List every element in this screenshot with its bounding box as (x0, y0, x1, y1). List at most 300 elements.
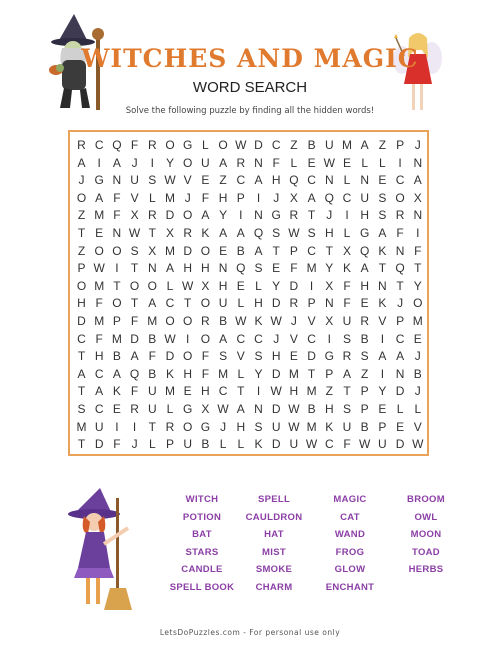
grid-letter: L (219, 437, 227, 452)
grid-row (70, 400, 427, 419)
grid-letter: O (165, 314, 175, 328)
grid-letter: A (95, 384, 104, 399)
grid-letter: Q (253, 226, 264, 240)
grid-letter: O (147, 278, 157, 293)
grid-letter: R (236, 155, 246, 170)
grid-letter: X (201, 402, 210, 416)
grid-letter: S (360, 349, 369, 364)
grid-letter: W (412, 437, 424, 452)
grid-letter: L (166, 402, 174, 416)
grid-letter: W (288, 419, 300, 434)
grid-letter: W (305, 437, 318, 452)
grid-letter: U (130, 173, 139, 188)
grid-letter: M (165, 243, 175, 258)
grid-letter: L (148, 437, 156, 452)
grid-letter: K (254, 437, 263, 452)
grid-letter: V (236, 349, 245, 364)
grid-letter: I (345, 208, 349, 223)
grid-letter: C (307, 243, 316, 258)
grid-letter: U (271, 419, 281, 434)
grid-letter: B (148, 331, 157, 346)
grid-letter: K (378, 243, 387, 258)
grid-letter: V (413, 419, 422, 434)
grid-letter: A (360, 261, 369, 276)
grid-letter: T (130, 261, 139, 276)
grid-letter: L (237, 296, 245, 311)
grid-letter: X (413, 190, 422, 205)
grid-letter: K (254, 314, 263, 328)
grid-letter: Z (219, 173, 227, 188)
grid-row (70, 347, 427, 366)
word-list-item: BAT (192, 529, 212, 540)
grid-letter: F (201, 366, 210, 381)
grid-letter: P (360, 402, 369, 416)
word-list-item: TOAD (412, 546, 440, 558)
grid-letter: U (360, 190, 370, 205)
grid-letter: C (342, 190, 352, 205)
grid-letter: L (166, 278, 174, 293)
grid-letter: J (220, 419, 227, 434)
grid-letter: I (97, 155, 101, 170)
grid-letter: F (343, 296, 351, 311)
grid-letter: D (165, 208, 175, 223)
grid-letter: G (360, 226, 370, 240)
grid-letter: R (289, 296, 299, 311)
footer-credit: LetsDoPuzzles.com - For personal use only (159, 628, 341, 637)
grid-letter: H (324, 402, 334, 416)
word-list-item: GLOW (334, 564, 366, 575)
grid-letter: J (414, 138, 421, 152)
grid-letter: L (148, 190, 156, 205)
grid-letter: Z (378, 138, 387, 152)
grid-letter: W (323, 155, 335, 170)
grid-letter: L (255, 278, 262, 293)
grid-letter: I (398, 155, 402, 170)
grid-letter: T (343, 384, 351, 399)
grid-letter: C (324, 437, 334, 452)
grid-letter: R (342, 349, 352, 364)
grid-letter: C (307, 173, 316, 188)
grid-letter: O (200, 296, 211, 311)
word-list-item: STARS (185, 546, 219, 558)
grid-letter: S (148, 173, 157, 188)
grid-letter: R (289, 208, 299, 223)
grid-letter: S (342, 402, 351, 416)
grid-letter: C (94, 366, 104, 381)
grid-row (70, 259, 427, 278)
grid-letter: E (396, 419, 405, 434)
grid-letter: T (130, 296, 139, 311)
grid-letter: N (147, 261, 157, 276)
grid-letter: D (289, 278, 299, 293)
grid-letter: O (183, 314, 193, 328)
grid-letter: W (235, 314, 247, 328)
grid-letter: M (306, 419, 317, 434)
grid-letter: U (218, 296, 228, 311)
grid-row (70, 435, 427, 454)
grid-letter: G (200, 419, 211, 434)
grid-letter: E (183, 384, 192, 399)
grid-letter: F (95, 331, 103, 346)
grid-letter: J (290, 314, 297, 328)
grid-letter: W (164, 331, 176, 346)
word-list-item: SPELL BOOK (169, 581, 235, 593)
grid-letter: V (378, 314, 387, 328)
grid-letter: Q (129, 366, 140, 381)
grid-letter: F (343, 437, 351, 452)
grid-letter: D (271, 366, 281, 381)
grid-letter: K (325, 419, 334, 434)
grid-letter: I (327, 331, 331, 346)
grid-letter: O (218, 138, 228, 152)
fairy-illustration (392, 28, 442, 118)
grid-letter: C (395, 173, 405, 188)
grid-letter: B (112, 349, 121, 364)
grid-letter: S (219, 349, 228, 364)
grid-letter: E (95, 226, 104, 240)
grid-letter: W (182, 278, 194, 293)
grid-letter: L (290, 155, 298, 170)
grid-letter: T (307, 366, 316, 381)
grid-row (70, 277, 427, 296)
grid-letter: Y (165, 155, 174, 170)
grid-letter: T (148, 419, 156, 434)
grid-letter: F (201, 349, 210, 364)
grid-letter: A (254, 243, 263, 258)
grid-row (70, 171, 427, 190)
grid-letter: A (307, 190, 316, 205)
grid-letter: O (112, 296, 122, 311)
grid-letter: F (113, 190, 121, 205)
grid-letter: F (130, 314, 139, 328)
grid-letter: O (395, 190, 405, 205)
grid-letter: A (219, 155, 228, 170)
grid-letter: T (77, 437, 86, 452)
grid-letter: H (271, 349, 281, 364)
letter-grid (68, 130, 429, 456)
grid-letter: A (112, 155, 121, 170)
grid-letter: D (130, 331, 139, 346)
grid-letter: B (413, 366, 422, 381)
grid-row (70, 382, 427, 401)
grid-letter: I (150, 155, 154, 170)
grid-letter: Z (77, 208, 86, 223)
grid-letter: A (130, 349, 139, 364)
grid-letter: O (76, 278, 87, 293)
grid-letter: F (130, 384, 139, 399)
grid-letter: N (413, 208, 423, 223)
grid-letter: E (307, 155, 316, 170)
grid-letter: R (147, 208, 157, 223)
grid-letter: U (147, 402, 157, 416)
grid-letter: A (201, 208, 210, 223)
grid-letter: T (396, 278, 404, 293)
grid-letter: D (165, 349, 175, 364)
grid-letter: M (165, 190, 175, 205)
grid-letter: B (360, 331, 369, 346)
grid-letter: C (165, 296, 175, 311)
grid-letter: N (254, 402, 263, 416)
grid-letter: E (236, 278, 245, 293)
grid-letter: M (306, 384, 317, 399)
grid-row (70, 154, 427, 173)
grid-letter: W (93, 261, 105, 276)
grid-letter: I (309, 278, 314, 293)
grid-letter: S (254, 419, 263, 434)
word-list-item: CAT (340, 511, 360, 523)
grid-letter: P (289, 243, 298, 258)
grid-letter: I (380, 331, 385, 346)
grid-letter: P (307, 296, 316, 311)
grid-letter: E (219, 243, 228, 258)
grid-letter: N (254, 155, 263, 170)
grid-letter: X (130, 208, 139, 223)
grid-letter: H (183, 261, 193, 276)
grid-letter: D (77, 314, 86, 328)
grid-letter: A (413, 173, 422, 188)
grid-letter: H (360, 278, 370, 293)
grid-letter: U (94, 419, 104, 434)
grid-letter: E (201, 173, 210, 188)
grid-letter: W (217, 402, 229, 416)
grid-letter: C (94, 402, 104, 416)
grid-letter: J (131, 437, 138, 452)
grid-letter: C (254, 331, 263, 346)
grid-letter: R (147, 138, 157, 152)
grid-letter: N (112, 226, 122, 240)
grid-letter: D (94, 437, 104, 452)
grid-letter: C (271, 138, 281, 152)
grid-letter: Z (77, 243, 86, 258)
grid-letter: K (165, 366, 174, 381)
grid-letter: X (342, 243, 351, 258)
grid-letter: O (129, 278, 140, 293)
grid-letter: A (219, 331, 228, 346)
grid-letter: N (254, 208, 263, 223)
grid-letter: M (94, 278, 105, 293)
grid-letter: D (183, 243, 193, 258)
grid-letter: G (94, 173, 104, 188)
grid-letter: M (94, 314, 105, 328)
grid-letter: S (272, 226, 281, 240)
grid-letter: V (307, 314, 316, 328)
grid-letter: V (130, 190, 139, 205)
grid-letter: U (147, 384, 157, 399)
word-list-item: FROG (335, 546, 365, 558)
grid-letter: F (148, 349, 156, 364)
grid-letter: S (77, 402, 86, 416)
grid-letter: S (342, 331, 351, 346)
word-list-item: ENCHANT (325, 581, 375, 593)
grid-letter: P (165, 437, 174, 452)
grid-letter: T (378, 261, 387, 276)
grid-letter: E (360, 296, 369, 311)
grid-letter: R (165, 419, 175, 434)
grid-letter: S (254, 349, 263, 364)
grid-letter: N (413, 155, 423, 170)
grid-letter: P (236, 190, 245, 205)
grid-letter: X (325, 278, 334, 293)
grid-letter: H (236, 419, 246, 434)
grid-letter: Y (254, 366, 263, 381)
grid-letter: U (378, 437, 387, 452)
grid-letter: F (113, 437, 121, 452)
grid-letter: I (115, 419, 119, 434)
grid-letter: J (273, 190, 280, 205)
grid-letter: G (271, 208, 281, 223)
grid-row (70, 206, 427, 225)
grid-letter: O (200, 243, 211, 258)
grid-letter: X (289, 190, 298, 205)
grid-letter: J (78, 173, 85, 188)
grid-letter: A (95, 190, 104, 205)
word-list-item: HERBS (408, 564, 444, 575)
grid-letter: Q (236, 261, 246, 276)
grid-letter: I (256, 190, 261, 205)
grid-letter: R (360, 314, 370, 328)
grid-letter: U (201, 155, 210, 170)
word-list-item: MOON (410, 529, 442, 540)
grid-letter: V (183, 173, 192, 188)
grid-letter: F (414, 243, 422, 258)
grid-letter: Y (325, 261, 334, 276)
grid-letter: L (414, 402, 422, 416)
grid-letter: X (165, 226, 174, 240)
grid-letter: F (290, 261, 298, 276)
grid-letter: X (325, 314, 334, 328)
grid-letter: H (183, 366, 193, 381)
grid-letter: A (77, 155, 86, 170)
grid-letter: A (378, 349, 387, 364)
grid-letter: H (201, 384, 210, 399)
grid-letter: Q (324, 190, 334, 205)
grid-letter: W (288, 226, 300, 240)
grid-letter: A (219, 226, 228, 240)
grid-letter: H (289, 384, 299, 399)
word-list-item: CANDLE (181, 564, 223, 575)
grid-letter: A (360, 138, 369, 152)
grid-letter: C (236, 173, 246, 188)
grid-letter: N (218, 261, 228, 276)
grid-letter: F (272, 155, 280, 170)
grid-letter: E (378, 173, 387, 188)
grid-letter: O (183, 419, 193, 434)
grid-letter: H (201, 261, 210, 276)
grid-letter: S (254, 261, 263, 276)
grid-letter: E (413, 331, 422, 346)
grid-letter: T (77, 349, 86, 364)
grid-letter: N (360, 173, 370, 188)
grid-letter: E (289, 349, 298, 364)
grid-letter: A (236, 402, 245, 416)
grid-letter: M (306, 261, 317, 276)
grid-letter: O (112, 243, 122, 258)
grid-letter: P (378, 419, 387, 434)
grid-letter: R (77, 138, 86, 152)
grid-letter: A (378, 226, 387, 240)
grid-letter: C (395, 331, 405, 346)
grid-letter: R (130, 402, 139, 416)
grid-letter: A (236, 226, 245, 240)
word-list-item: CAULDRON (245, 511, 303, 523)
grid-letter: N (324, 173, 334, 188)
grid-letter: O (183, 349, 193, 364)
grid-letter: C (236, 331, 246, 346)
grid-letter: F (95, 296, 103, 311)
grid-letter: D (395, 437, 405, 452)
grid-letter: T (184, 296, 192, 311)
grid-letter: O (183, 155, 193, 170)
grid-letter: T (77, 226, 86, 240)
grid-letter: I (416, 226, 420, 240)
grid-letter: J (131, 155, 138, 170)
grid-letter: T (272, 243, 280, 258)
grid-letter: P (77, 261, 86, 276)
grid-letter: B (236, 243, 245, 258)
grid-letter: H (360, 208, 370, 223)
grid-letter: H (218, 190, 228, 205)
word-list-item: SMOKE (255, 564, 293, 575)
grid-letter: A (77, 366, 86, 381)
grid-letter: U (342, 314, 352, 328)
grid-letter: M (288, 366, 299, 381)
grid-letter: T (113, 278, 121, 293)
grid-letter: J (326, 208, 333, 223)
grid-letter: H (218, 278, 228, 293)
grid-letter: E (112, 402, 121, 416)
grid-letter: T (237, 384, 245, 399)
word-list-item: WITCH (185, 494, 219, 505)
grid-letter: P (112, 314, 121, 328)
grid-letter: S (130, 243, 139, 258)
grid-letter: Z (361, 366, 369, 381)
grid-letter: F (113, 208, 121, 223)
grid-letter: N (395, 243, 405, 258)
grid-letter: L (396, 402, 404, 416)
grid-letter: Y (272, 278, 281, 293)
grid-letter: L (237, 366, 245, 381)
grid-letter: H (254, 296, 263, 311)
grid-letter: W (128, 226, 141, 240)
grid-letter: M (76, 419, 87, 434)
grid-letter: B (360, 419, 369, 434)
grid-letter: U (289, 437, 299, 452)
grid-letter: G (183, 138, 193, 152)
grid-letter: W (235, 138, 247, 152)
grid-letter: T (307, 208, 316, 223)
grid-letter: H (77, 296, 86, 311)
grid-letter: I (256, 384, 261, 399)
grid-letter: O (413, 296, 423, 311)
grid-letter: J (414, 384, 421, 399)
grid-letter: L (379, 155, 386, 170)
grid-letter: F (343, 278, 351, 293)
word-list-item: HAT (264, 529, 284, 540)
grid-letter: D (271, 402, 281, 416)
grid-letter: J (414, 349, 421, 364)
grid-letter: W (270, 314, 282, 328)
grid-letter: J (273, 331, 280, 346)
grid-letter: Z (325, 384, 333, 399)
grid-letter: E (272, 261, 281, 276)
grid-letter: O (165, 138, 175, 152)
grid-letter: N (395, 366, 405, 381)
grid-letter: A (165, 261, 174, 276)
grid-row (70, 189, 427, 208)
grid-row (70, 418, 427, 437)
grid-letter: Q (112, 138, 122, 152)
grid-letter: G (324, 349, 334, 364)
